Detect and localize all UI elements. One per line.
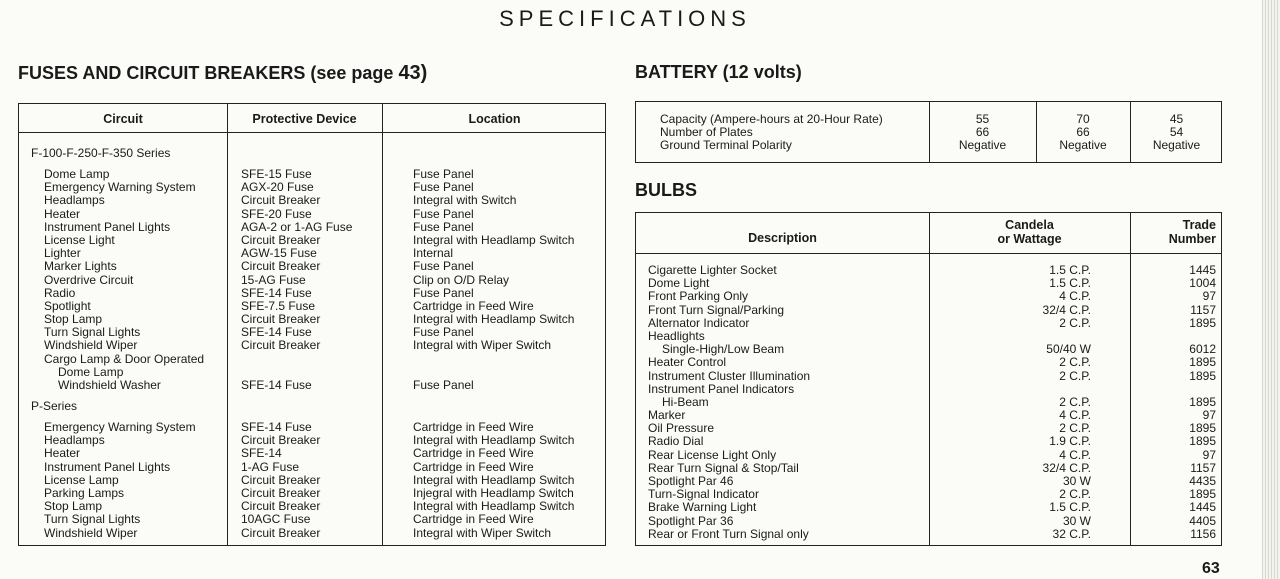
table-cell-trade-number: 1895 <box>1189 487 1216 502</box>
table-cell-circuit: Instrument Panel Lights <box>44 219 171 234</box>
table-cell-location: Integral with Headlamp Switch <box>413 472 575 487</box>
table-cell-location: Internal <box>413 246 454 261</box>
table-cell-location: Integral with Wiper Switch <box>413 338 552 353</box>
table-cell-description: Headlights <box>648 328 705 343</box>
table-cell-description: Cigarette Lighter Socket <box>648 263 777 277</box>
table-cell-description: Rear or Front Turn Signal only <box>648 526 809 541</box>
table-cell-trade-number: 1157 <box>1190 460 1216 475</box>
battery-value: 66 <box>1076 125 1090 140</box>
table-cell-device: Circuit Breaker <box>241 472 321 487</box>
battery-label: Ground Terminal Polarity <box>660 138 792 153</box>
page-edge <box>1262 0 1280 579</box>
table-cell-device <box>241 353 352 366</box>
table-cell-device: Circuit Breaker <box>241 259 321 274</box>
table-cell-circuit: Instrument Panel Lights <box>44 459 171 474</box>
table-cell-location: Integral with Headlamp Switch <box>413 499 575 514</box>
table-cell-device: AGW-15 Fuse <box>241 246 317 261</box>
table-cell-circuit: Headlamps <box>44 433 105 448</box>
table-cell-device: Circuit Breaker <box>241 338 321 353</box>
battery-heading: BATTERY (12 volts) <box>635 62 802 82</box>
table-cell-location: Cartridge in Feed Wire <box>413 420 534 434</box>
battery-label: Capacity (Ampere-hours at 20-Hour Rate) <box>660 112 883 126</box>
battery-label: Number of Plates <box>660 125 753 140</box>
table-cell-description: Radio Dial <box>648 434 704 449</box>
table-cell-circuit: Parking Lamps <box>44 485 125 500</box>
table-cell-description: Spotlight Par 36 <box>648 513 734 528</box>
table-cell-description: Rear Turn Signal & Stop/Tail <box>648 460 799 475</box>
column-divider <box>1130 213 1131 545</box>
table-cell-location: Fuse Panel <box>413 325 474 340</box>
table-cell-device: SFE-14 <box>241 446 282 461</box>
table-cell-circuit: Emergency Warning System <box>44 180 196 195</box>
group-label: F-100-F-250-F-350 Series <box>31 146 171 160</box>
table-cell-trade-number: 1895 <box>1189 368 1216 383</box>
table-cell-circuit: License Lamp <box>44 472 119 487</box>
table-cell-circuit: Windshield Washer <box>58 378 161 392</box>
table-cell-circuit: Turn Signal Lights <box>44 512 141 527</box>
table-cell-location: Integral with Switch <box>413 193 517 208</box>
table-cell-description: Spotlight Par 46 <box>648 474 734 488</box>
table-cell-circuit: Radio <box>44 285 76 300</box>
table-cell-trade-number: 97 <box>1202 289 1216 304</box>
table-cell-device: Circuit Breaker <box>241 193 321 208</box>
table-cell-description: Instrument Panel Indicators <box>648 381 795 396</box>
table-cell-location: Integral with Wiper Switch <box>413 525 552 540</box>
table-cell-trade-number: 1157 <box>1190 302 1216 317</box>
table-cell-trade-number <box>1189 383 1216 396</box>
table-cell-candela: 32 C.P. <box>1052 526 1091 541</box>
table-cell-trade-number: 1895 <box>1189 434 1216 449</box>
col-header-candela-line1: Candela <box>1005 218 1054 232</box>
group-label: P-Series <box>31 399 78 413</box>
table-cell-circuit: Emergency Warning System <box>44 420 196 434</box>
table-cell-candela: 30 W <box>1062 474 1091 488</box>
battery-values <box>929 113 1036 153</box>
table-cell-description: Rear License Light Only <box>648 447 777 462</box>
table-cell-candela: 2 C.P. <box>1059 421 1091 436</box>
table-cell-circuit: Heater <box>44 446 81 461</box>
table-cell-candela: 32/4 C.P. <box>1042 460 1091 475</box>
table-cell-circuit: Headlamps <box>44 193 105 208</box>
col-header-candela <box>929 218 1130 246</box>
col-header-trade-line2: Number <box>1168 232 1216 246</box>
table-cell-description: Alternator Indicator <box>648 315 750 330</box>
battery-values <box>1130 113 1223 153</box>
table-cell-device: Circuit Breaker <box>241 312 321 327</box>
page-number: 63 <box>1202 560 1220 577</box>
device-column <box>241 168 352 392</box>
table-cell-location: Fuse Panel <box>413 219 474 234</box>
table-cell-trade-number: 1445 <box>1189 263 1216 277</box>
location-column <box>413 168 574 392</box>
table-cell-candela: 1.5 C.P. <box>1049 263 1091 277</box>
table-cell-device: Circuit Breaker <box>241 525 321 540</box>
table-cell-trade-number: 1156 <box>1190 526 1216 541</box>
table-cell-location: Fuse Panel <box>413 259 474 274</box>
table-cell-candela: 1.5 C.P. <box>1049 500 1091 515</box>
table-cell-location: Fuse Panel <box>413 285 474 300</box>
table-cell-circuit: Turn Signal Lights <box>44 325 141 340</box>
table-cell-candela: 4 C.P. <box>1059 447 1091 462</box>
table-cell-device: 15-AG Fuse <box>241 272 306 287</box>
table-cell-location: Cartridge in Feed Wire <box>413 446 534 461</box>
table-cell-device: AGX-20 Fuse <box>241 180 314 195</box>
table-cell-device: SFE-7.5 Fuse <box>241 298 316 313</box>
table-cell-location: Fuse Panel <box>413 167 474 181</box>
table-cell-circuit: Stop Lamp <box>44 499 103 514</box>
table-cell-location: Cartridge in Feed Wire <box>413 459 534 474</box>
table-cell-circuit: Windshield Wiper <box>44 338 138 353</box>
battery-value: 45 <box>1169 112 1184 126</box>
table-cell-device: SFE-20 Fuse <box>241 206 312 221</box>
table-cell-trade-number: 1895 <box>1189 394 1216 409</box>
table-cell-location: Cartridge in Feed Wire <box>413 298 534 313</box>
table-cell-device: Circuit Breaker <box>241 433 321 448</box>
col-header-candela-line2: or Wattage <box>997 232 1062 246</box>
table-cell-location: Cartridge in Feed Wire <box>413 512 534 527</box>
table-cell-candela <box>1043 383 1091 396</box>
table-cell-location: Integral with Headlamp Switch <box>413 232 575 247</box>
see-page-text: (see page <box>310 63 394 83</box>
table-cell-trade-number: 1004 <box>1189 276 1216 291</box>
table-cell-trade-number: 1895 <box>1189 315 1216 330</box>
battery-value: Negative <box>958 138 1007 153</box>
table-cell-candela: 2 C.P. <box>1059 355 1091 370</box>
table-cell-description: Hi-Beam <box>662 394 709 409</box>
battery-value: 55 <box>975 112 990 126</box>
col-header-trade <box>1169 218 1216 246</box>
table-cell-circuit: License Light <box>44 232 115 247</box>
page-title: SPECIFICATIONS <box>499 6 751 31</box>
column-divider <box>929 213 930 545</box>
table-cell-device: SFE-14 Fuse <box>241 325 312 340</box>
table-cell-candela: 32/4 C.P. <box>1042 302 1091 317</box>
table-cell-candela: 2 C.P. <box>1059 487 1091 502</box>
table-cell-trade-number: 1445 <box>1189 500 1216 515</box>
table-cell-device: Circuit Breaker <box>241 499 321 514</box>
column-divider <box>227 104 228 545</box>
battery-value: 66 <box>975 125 990 140</box>
table-cell-circuit: Lighter <box>44 246 81 261</box>
battery-value: 70 <box>1076 112 1090 126</box>
col-header-device: Protective Device <box>252 112 357 126</box>
table-cell-circuit: Marker Lights <box>44 259 117 274</box>
table-cell-circuit: Spotlight <box>44 298 91 313</box>
bulb-candela-column <box>1043 264 1091 541</box>
table-cell-description: Single-High/Low Beam <box>662 342 785 357</box>
fuses-heading-text: FUSES AND CIRCUIT BREAKERS <box>18 63 306 83</box>
table-cell-circuit: Dome Lamp <box>44 167 110 181</box>
col-header-trade-line1: Trade <box>1182 218 1216 232</box>
battery-table <box>635 101 1222 163</box>
table-cell-description: Instrument Cluster Illumination <box>648 368 811 383</box>
table-cell-location: Fuse Panel <box>413 378 474 392</box>
battery-values <box>1036 113 1130 153</box>
table-cell-circuit: Heater <box>44 206 81 221</box>
col-header-circuit: Circuit <box>103 112 143 126</box>
table-cell-candela: 50/40 W <box>1046 342 1091 357</box>
column-divider <box>382 104 383 545</box>
bulbs-heading: BULBS <box>635 180 697 200</box>
table-cell-candela: 2 C.P. <box>1059 315 1091 330</box>
table-cell-device: 1-AG Fuse <box>241 459 300 474</box>
table-cell-description: Dome Light <box>648 276 710 291</box>
table-cell-description: Brake Warning Light <box>648 500 757 515</box>
bulb-number-column <box>1189 264 1216 541</box>
table-cell-device: SFE-14 Fuse <box>241 285 312 300</box>
header-divider <box>19 132 605 133</box>
table-cell-trade-number: 6012 <box>1189 342 1216 357</box>
header-divider <box>636 253 1221 254</box>
table-cell-circuit: Stop Lamp <box>44 312 103 327</box>
table-cell-trade-number: 97 <box>1202 408 1216 423</box>
table-cell-device: SFE-15 Fuse <box>241 167 312 181</box>
table-cell-candela: 2 C.P. <box>1059 394 1091 409</box>
table-cell-location: Fuse Panel <box>413 206 474 221</box>
table-cell-location: Fuse Panel <box>413 180 474 195</box>
battery-labels <box>660 113 883 153</box>
device-column <box>241 421 320 540</box>
table-cell-device: Circuit Breaker <box>241 232 321 247</box>
bulbs-table <box>635 212 1222 546</box>
table-cell-candela: 30 W <box>1062 513 1091 528</box>
circuit-column <box>44 421 196 540</box>
table-cell-device: Circuit Breaker <box>241 485 321 500</box>
table-cell-trade-number: 1895 <box>1189 421 1216 436</box>
table-cell-trade-number: 97 <box>1202 447 1216 462</box>
fuses-heading <box>18 62 427 85</box>
table-cell-description: Heater Control <box>648 355 727 370</box>
table-cell-candela: 1.9 C.P. <box>1049 434 1091 449</box>
table-cell-description: Front Turn Signal/Parking <box>648 302 785 317</box>
table-cell-location <box>413 353 574 366</box>
battery-value: Negative <box>1152 138 1201 153</box>
table-cell-trade-number: 1895 <box>1189 355 1216 370</box>
col-header-location: Location <box>468 112 521 126</box>
table-cell-location: Clip on O/D Relay <box>413 272 510 287</box>
table-cell-circuit: Windshield Wiper <box>44 525 138 540</box>
table-cell-description: Front Parking Only <box>648 289 749 304</box>
see-page-number: 43) <box>398 62 428 84</box>
table-cell-location: Integral with Headlamp Switch <box>413 312 575 327</box>
table-cell-circuit: Overdrive Circuit <box>44 272 134 287</box>
table-cell-device: AGA-2 or 1-AG Fuse <box>241 219 353 234</box>
col-header-description: Description <box>748 231 817 245</box>
table-cell-location: Injegral with Headlamp Switch <box>413 485 574 500</box>
table-cell-location: Integral with Headlamp Switch <box>413 433 575 448</box>
table-cell-trade-number: 4435 <box>1189 474 1216 488</box>
battery-value: Negative <box>1059 138 1107 153</box>
table-cell-device: 10AGC Fuse <box>241 512 311 527</box>
circuit-column <box>44 168 204 392</box>
fuses-table <box>18 103 606 546</box>
table-cell-candela: 2 C.P. <box>1059 368 1091 383</box>
table-cell-description: Oil Pressure <box>648 421 715 436</box>
table-cell-device: SFE-14 Fuse <box>241 420 312 434</box>
table-cell-candela: 4 C.P. <box>1059 289 1091 304</box>
table-cell-description: Marker <box>648 408 686 423</box>
table-cell-candela: 4 C.P. <box>1059 408 1091 423</box>
bulb-description-column <box>648 264 810 541</box>
table-cell-description: Turn-Signal Indicator <box>648 487 759 502</box>
table-cell-device: SFE-14 Fuse <box>241 378 312 392</box>
location-column <box>413 421 574 540</box>
table-cell-circuit: Cargo Lamp & Door Operated <box>44 351 205 366</box>
table-cell-circuit: Dome Lamp <box>58 364 124 379</box>
table-cell-candela: 1.5 C.P. <box>1049 276 1091 291</box>
table-cell-trade-number: 4405 <box>1189 513 1216 528</box>
battery-value: 54 <box>1169 125 1184 140</box>
